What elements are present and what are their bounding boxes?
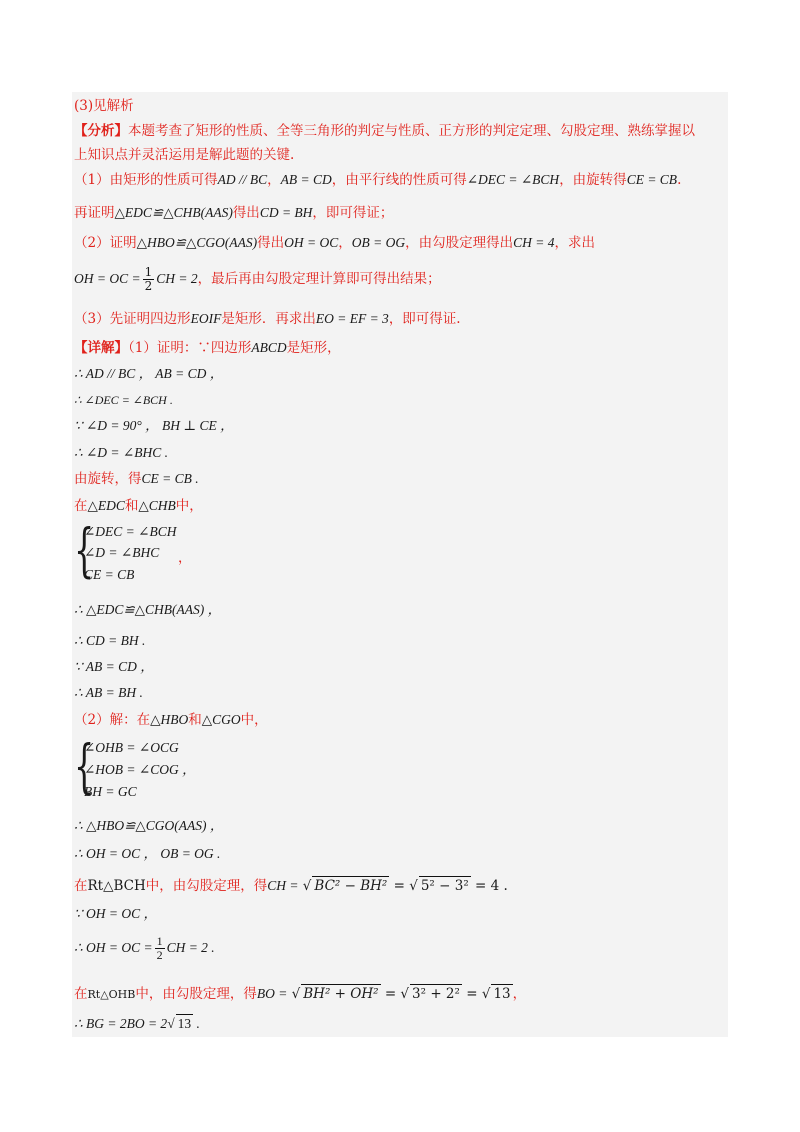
formula: CH = 2 .	[166, 940, 215, 955]
text: ，求出	[554, 235, 596, 251]
formula: OH = OC	[284, 235, 339, 250]
proof-line: ∴ ∠DEC = ∠BCH .	[74, 393, 173, 407]
analysis-step-1-cont	[74, 204, 393, 222]
formula: OB = OG	[351, 235, 406, 250]
formula: OH = OC =	[74, 271, 141, 286]
proof-line: ∴ △EDC≌△CHB(AAS) ，	[74, 602, 222, 617]
pythagoras-line-1	[74, 876, 508, 895]
radical-sign: √	[302, 878, 312, 894]
text: 中，	[240, 712, 268, 728]
text: 由旋转，得	[74, 471, 142, 487]
analysis-tag: 【分析】	[74, 123, 128, 139]
text: 是矩形．再求出	[221, 311, 316, 327]
text: ，即可得证；	[312, 205, 394, 221]
formula: △CHB	[138, 498, 176, 513]
text: =	[384, 986, 397, 1002]
fraction	[143, 266, 155, 293]
text: 在	[74, 498, 88, 514]
proof-line: ∴ AD // BC ， AB = CD ，	[74, 366, 224, 381]
radicand: 13	[177, 1016, 192, 1031]
denominator: 2	[144, 279, 153, 293]
radical-sign: √	[409, 878, 418, 894]
text: ，	[178, 550, 192, 566]
detail-heading	[74, 339, 341, 357]
text: ，由旋转得	[559, 172, 627, 188]
radical-sign: √	[167, 1016, 175, 1031]
formula: CH =	[267, 878, 299, 893]
text: =	[393, 878, 405, 894]
text: =	[466, 986, 478, 1002]
proof-line	[74, 470, 199, 488]
radicand: 5² − 3²	[420, 878, 469, 894]
formula: Rt△OHB	[87, 988, 136, 1001]
formula: CE = CB	[626, 172, 678, 187]
formula: CE = CB .	[141, 471, 199, 486]
analysis-step-2-cont	[74, 264, 441, 294]
text: （1）由矩形的性质可得	[74, 172, 218, 188]
analysis-text: 本题考查了矩形的性质、全等三角形的判定与性质、正方形的判定定理、勾股定理、熟练掌握以	[128, 123, 695, 139]
left-brace: {	[74, 516, 95, 584]
text: （2）解：在	[74, 712, 151, 728]
formula: AD // BC	[217, 172, 268, 187]
condition: ∠D = ∠BHC	[84, 545, 160, 560]
formula: △HBO	[150, 712, 189, 727]
radicand: 3² + 2²	[412, 986, 460, 1002]
formula: CD = BH	[259, 205, 313, 220]
text: .	[193, 1016, 200, 1031]
text: 中，由勾股定理，得	[145, 878, 268, 894]
detail-tag: 【详解】	[74, 340, 128, 356]
proof-line: ∴ OH = OC ， OB = OG .	[74, 846, 221, 861]
radicand: BH² + OH²	[303, 986, 379, 1002]
text: ，	[338, 235, 352, 251]
radical-sign: √	[400, 986, 410, 1002]
text: 中，由勾股定理，得	[135, 986, 257, 1002]
fraction	[155, 935, 165, 962]
part3-answer: (3)见解析	[74, 98, 134, 114]
condition: ∠DEC = ∠BCH	[84, 524, 177, 539]
proof-line: ∴ AB = BH .	[74, 685, 143, 700]
text: （1）证明：∵四边形	[128, 340, 252, 356]
text: ，最后再由勾股定理计算即可得出结果；	[197, 271, 441, 287]
formula: △EDC≌△CHB(AAS)	[114, 205, 233, 220]
text: 在	[74, 986, 88, 1002]
left-brace: {	[74, 732, 95, 800]
text: 是矩形，	[286, 340, 341, 356]
radicand: BC² − BH²	[314, 878, 388, 894]
proof-line	[74, 1014, 200, 1033]
radical-sign: √	[481, 986, 491, 1002]
condition-system-1	[74, 516, 234, 587]
analysis-line-1	[74, 122, 695, 140]
radical-sign: √	[291, 986, 301, 1002]
formula: ∠DEC = ∠BCH	[466, 172, 560, 187]
proof-line: ∵ OH = OC ，	[74, 906, 157, 921]
text: ，由平行线的性质可得	[331, 172, 467, 188]
formula: BO =	[256, 986, 288, 1001]
numerator: 1	[144, 265, 153, 279]
proof-line: ∴ ∠D = ∠BHC .	[74, 445, 168, 460]
text: 中，	[175, 498, 203, 514]
formula: ∴ BG = 2BO = 2	[74, 1016, 168, 1031]
formula: AB = CD	[280, 172, 332, 187]
text: .	[677, 172, 682, 188]
formula: △EDC	[87, 498, 125, 513]
analysis-step-1	[74, 171, 681, 189]
text: ，由勾股定理得出	[405, 235, 514, 251]
text: ，	[267, 172, 281, 188]
text: 和	[188, 712, 202, 728]
pythagoras-line-2	[74, 984, 526, 1004]
text: 再证明	[74, 205, 115, 221]
proof-line: ∴ △HBO≌△CGO(AAS) ，	[74, 818, 224, 833]
analysis-step-3	[74, 310, 461, 328]
condition: ∠HOB = ∠COG ，	[84, 762, 196, 777]
formula: △CGO	[201, 712, 241, 727]
proof-line: ∴ CD = BH .	[74, 633, 146, 648]
radicand: 13	[493, 986, 511, 1002]
condition-system-2	[74, 732, 234, 803]
proof-line	[74, 497, 203, 515]
denominator: 2	[156, 948, 163, 963]
formula: ABCD	[251, 340, 287, 355]
formula: EOIF	[190, 311, 222, 326]
formula: ∴ OH = OC =	[74, 940, 153, 955]
text: ，即可得证.	[388, 311, 461, 327]
proof-line: ∵ ∠D = 90° ， BH ⊥ CE ，	[74, 418, 234, 433]
text: 得出	[257, 235, 285, 251]
formula: CH = 2	[156, 271, 198, 286]
solution-2-heading	[74, 711, 268, 729]
analysis-step-2	[74, 234, 595, 252]
condition: CE = CB	[84, 567, 135, 582]
formula: Rt△BCH	[87, 878, 146, 894]
proof-line	[74, 933, 215, 963]
text: = 4 .	[475, 878, 508, 894]
formula: △HBO≌△CGO(AAS)	[136, 235, 258, 250]
formula: CH = 4	[513, 235, 555, 250]
condition: ∠OHB = ∠OCG	[84, 740, 179, 755]
text: （2）证明	[74, 235, 137, 251]
text: 在	[74, 878, 88, 894]
text: （3）先证明四边形	[74, 311, 191, 327]
text: ，	[512, 986, 527, 1002]
formula: EO = EF = 3	[315, 311, 389, 326]
text: 和	[124, 498, 139, 514]
condition: BH = GC	[84, 784, 137, 799]
text: 得出	[232, 205, 260, 221]
proof-line: ∵ AB = CD ，	[74, 659, 154, 674]
analysis-line-2: 上知识点并灵活运用是解此题的关键.	[74, 147, 295, 163]
numerator: 1	[156, 934, 163, 949]
